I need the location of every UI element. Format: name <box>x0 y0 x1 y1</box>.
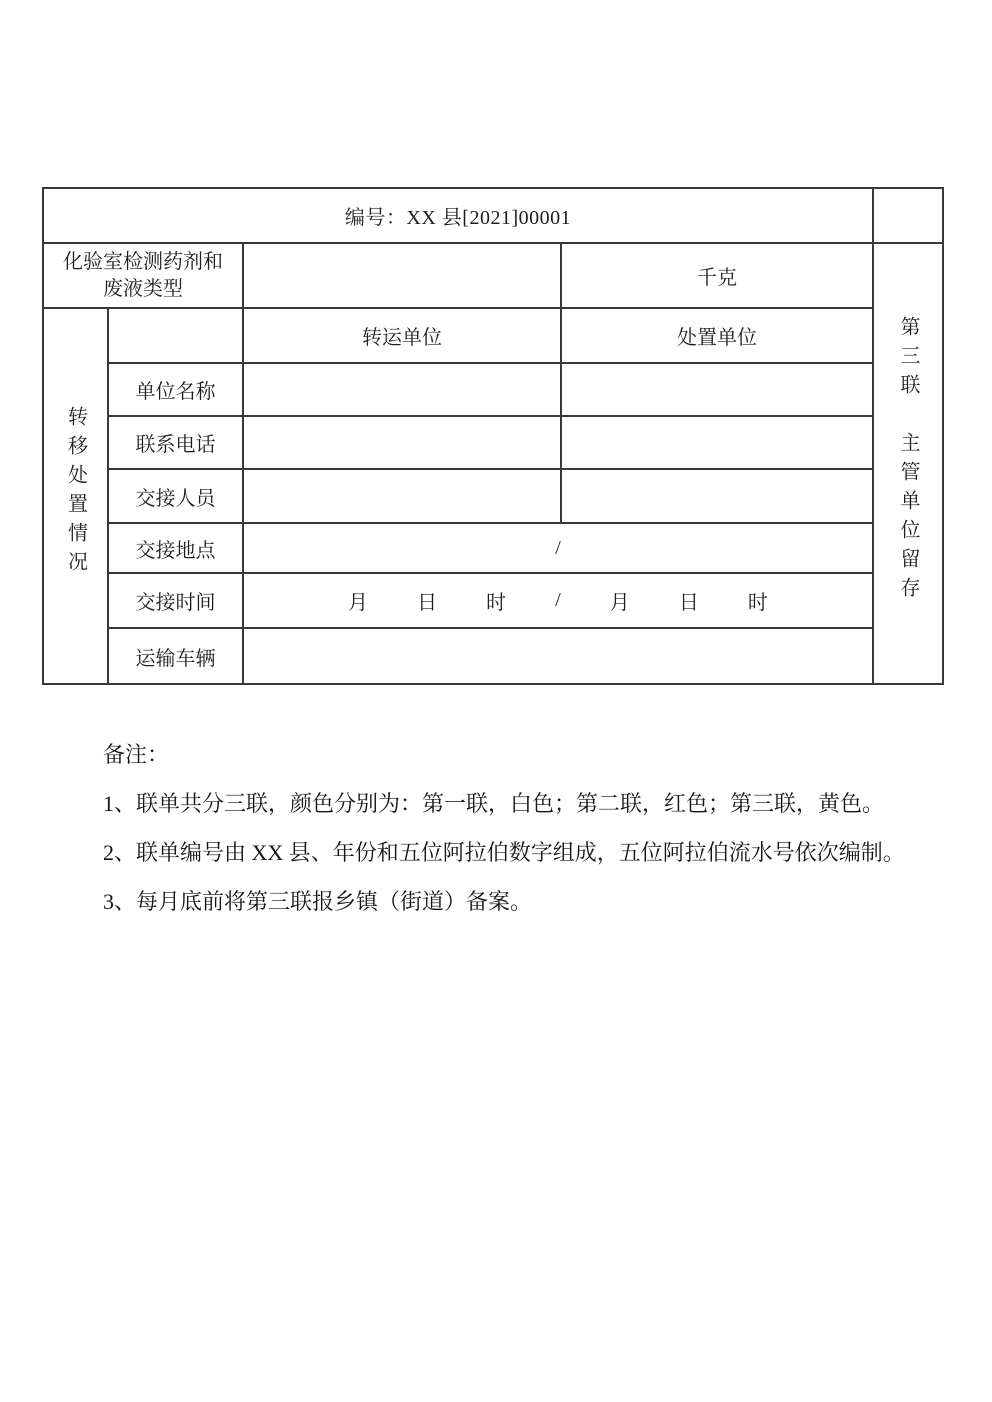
row-label-contact-phone: 联系电话 <box>108 416 243 469</box>
disposal-unit-header: 处置单位 <box>561 308 873 363</box>
serial-number <box>43 188 873 243</box>
disposal-personnel-cell[interactable] <box>561 469 873 523</box>
notes-title: 备注： <box>103 742 170 767</box>
right-copy-tab-text: 第三联 主管单位留存 <box>897 315 920 606</box>
row-label-handover-personnel: 交接人员 <box>108 469 243 523</box>
time-token-month-1: 月 <box>348 592 369 614</box>
time-token-month-2: 月 <box>609 592 630 614</box>
header-blank-cell <box>108 308 243 363</box>
handover-time-tokens <box>244 586 872 615</box>
note-item-1: 1、联单共分三联，颜色分别为：第一联，白色；第二联，红色；第三联，黄色。 <box>103 791 885 816</box>
transport-vehicle-cell[interactable] <box>243 628 873 684</box>
serial-number-text: 编号：XX 县[2021]00001 <box>344 207 572 229</box>
row-label-handover-time: 交接时间 <box>108 573 243 628</box>
type-label-line2: 废液类型 <box>103 277 183 300</box>
time-token-slash: / <box>555 589 561 611</box>
time-token-day-2: 日 <box>678 592 699 614</box>
disposal-unit-name-cell[interactable] <box>561 363 873 416</box>
row-label-transport-vehicle: 运输车辆 <box>108 628 243 684</box>
row-label-unit-name: 单位名称 <box>108 363 243 416</box>
handover-location-slash: / <box>555 536 561 559</box>
type-input-cell[interactable] <box>243 243 561 308</box>
left-section-tab-text: 转移处置情况 <box>64 406 87 580</box>
type-label-line1: 化验室检测药剂和 <box>63 250 223 273</box>
time-token-day-1: 日 <box>417 592 438 614</box>
note-item-3: 3、每月底前将第三联报乡镇（街道）备案。 <box>103 889 533 914</box>
disposal-phone-cell[interactable] <box>561 416 873 469</box>
time-token-hour-2: 时 <box>747 592 768 614</box>
type-label <box>43 243 243 308</box>
transport-unit-header: 转运单位 <box>243 308 561 363</box>
notes-section <box>103 743 905 939</box>
corner-blank-cell <box>873 188 943 243</box>
left-section-tab <box>43 308 108 684</box>
transport-phone-cell[interactable] <box>243 416 561 469</box>
note-item-2: 2、联单编号由 XX 县、年份和五位阿拉伯数字组成，五位阿拉伯流水号依次编制。 <box>103 840 905 865</box>
manifest-table <box>42 187 944 685</box>
transport-unit-name-cell[interactable] <box>243 363 561 416</box>
unit-kilogram-label: 千克 <box>561 243 873 308</box>
time-token-hour-1: 时 <box>486 592 507 614</box>
handover-location-cell[interactable] <box>243 523 873 573</box>
transport-personnel-cell[interactable] <box>243 469 561 523</box>
row-label-handover-location: 交接地点 <box>108 523 243 573</box>
handover-time-cell[interactable] <box>243 573 873 628</box>
right-copy-tab <box>873 243 943 684</box>
